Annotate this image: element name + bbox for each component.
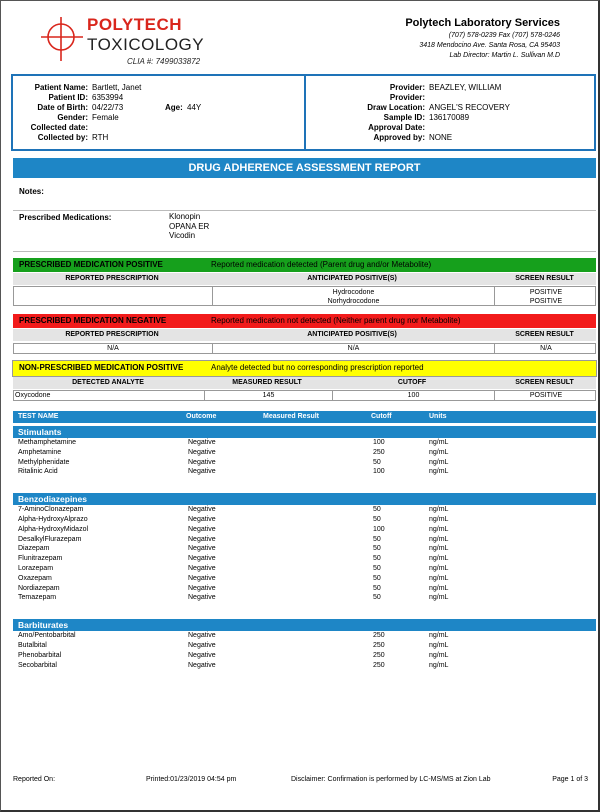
sample-id-value: 136170089 xyxy=(429,113,470,122)
test-name-cell: Methylphenidate xyxy=(18,458,70,466)
non-prescribed-header xyxy=(13,377,596,389)
outcome-cell: Negative xyxy=(188,458,216,466)
cutoff-cell: 50 xyxy=(373,516,381,523)
table-row xyxy=(13,584,596,594)
outcome-cell: Negative xyxy=(188,594,216,602)
date-of-birth-value: 04/22/73 xyxy=(92,103,124,112)
table-row xyxy=(13,525,596,535)
test-name-cell: Temazepam xyxy=(18,594,57,602)
units-cell: ng/mL xyxy=(429,506,449,514)
prescribed-positive-bar xyxy=(13,258,596,272)
outcome-cell: Negative xyxy=(188,448,216,456)
patient-id-label: Patient ID: xyxy=(48,93,88,102)
units-cell: ng/mL xyxy=(429,468,449,476)
col-test-name: TEST NAME xyxy=(18,413,59,420)
units-cell: ng/mL xyxy=(429,448,449,456)
test-name-cell: Amphetamine xyxy=(18,448,62,456)
cutoff-cell: 100 xyxy=(332,391,494,400)
logo-toxicology: TOXICOLOGY xyxy=(87,35,205,54)
anticipated-positives-cell: N/A xyxy=(212,344,494,353)
table-row xyxy=(13,505,596,515)
prescribed-negative-bar xyxy=(13,314,596,328)
printed-date: Printed:01/23/2019 04:54 pm xyxy=(146,776,237,783)
cutoff-cell: 100 xyxy=(373,439,385,446)
section-description: Analyte detected but no corresponding prescription reported xyxy=(211,363,424,372)
reported-on: Reported On: xyxy=(13,776,56,783)
units-cell: ng/mL xyxy=(429,584,449,592)
section-description: Reported medication not detected (Neither parent drug nor Metabolite) xyxy=(211,316,461,325)
section-title: PRESCRIBED MEDICATION NEGATIVE xyxy=(19,316,167,325)
units-cell: ng/mL xyxy=(429,594,449,602)
table-row xyxy=(13,467,596,477)
test-name-cell: Butalbital xyxy=(18,642,47,649)
units-cell: ng/mL xyxy=(429,545,449,553)
units-cell: ng/mL xyxy=(429,516,449,523)
outcome-cell: Negative xyxy=(188,584,216,592)
provider-secondary-label: Provider: xyxy=(389,93,425,102)
col-cutoff: Cutoff xyxy=(371,413,392,420)
test-name-cell: Diazepam xyxy=(18,545,50,553)
patient-name-label: Patient Name: xyxy=(34,83,88,92)
medication-item: Klonopin xyxy=(169,212,201,221)
reported-prescription-cell: N/A xyxy=(107,345,119,352)
test-name-cell: Amo/Pentobarbital xyxy=(18,632,76,640)
notes-label: Notes: xyxy=(19,187,44,196)
cutoff-cell: 250 xyxy=(373,651,385,659)
test-name-cell: Alpha-HydroxyAlprazo xyxy=(18,516,88,523)
page-number: Page 1 of 3 xyxy=(552,776,588,783)
cutoff-cell: 250 xyxy=(373,661,385,669)
draw-location-value: ANGEL'S RECOVERY xyxy=(429,103,510,112)
cutoff-cell: 250 xyxy=(373,448,385,456)
units-cell: ng/mL xyxy=(429,458,449,466)
table-row xyxy=(13,458,596,468)
units-cell: ng/mL xyxy=(429,525,449,533)
cutoff-cell: 50 xyxy=(373,584,381,592)
test-name-cell: 7-AminoClonazepam xyxy=(18,506,84,514)
outcome-cell: Negative xyxy=(188,545,216,553)
table-row xyxy=(13,343,596,354)
prescribed-positive-header xyxy=(13,273,596,285)
table-row xyxy=(13,438,596,448)
test-name-cell: Phenobarbital xyxy=(18,651,62,659)
screen-result-value: POSITIVE xyxy=(529,289,563,296)
table-row xyxy=(13,515,596,525)
outcome-cell: Negative xyxy=(188,642,216,649)
table-row xyxy=(13,574,596,584)
col-detected-analyte: DETECTED ANALYTE xyxy=(72,379,144,386)
cutoff-cell: 50 xyxy=(373,545,381,553)
disclaimer: Disclaimer: Confirmation is performed by LC-MS/MS at Zion Lab xyxy=(291,776,491,783)
provider-value: BEAZLEY, WILLIAM xyxy=(429,83,502,92)
outcome-cell: Negative xyxy=(188,555,216,563)
col-screen-result: SCREEN RESULT xyxy=(515,331,574,338)
analyte-value: Norhydrocodone xyxy=(327,298,380,305)
lab-phone: (707) 578-0239 Fax (707) 578-0246 xyxy=(448,32,560,39)
outcome-cell: Negative xyxy=(188,506,216,514)
table-row xyxy=(13,641,596,651)
screen-result-cell: N/A xyxy=(494,344,597,353)
units-cell: ng/mL xyxy=(429,632,449,640)
table-row xyxy=(13,286,596,306)
units-cell: ng/mL xyxy=(429,661,449,669)
col-screen-result: SCREEN RESULT xyxy=(515,275,574,282)
col-screen-result: SCREEN RESULT xyxy=(515,379,574,386)
outcome-cell: Negative xyxy=(188,535,216,543)
cutoff-cell: 50 xyxy=(373,458,381,466)
units-cell: ng/mL xyxy=(429,642,449,649)
cutoff-cell: 100 xyxy=(373,525,385,533)
draw-location-label: Draw Location: xyxy=(367,103,425,112)
table-row xyxy=(13,631,596,641)
outcome-cell: Negative xyxy=(188,439,216,446)
outcome-cell: Negative xyxy=(188,468,216,476)
collected-date-label: Collected date: xyxy=(30,123,88,132)
units-cell: ng/mL xyxy=(429,651,449,659)
col-anticipated-positives: ANTICIPATED POSITIVE(S) xyxy=(307,331,397,338)
section-description: Reported medication detected (Parent drug and/or Metabolite) xyxy=(211,260,432,269)
collected-by-label: Collected by: xyxy=(37,133,88,142)
screen-result-cell xyxy=(494,287,597,305)
test-name-cell: Oxazepam xyxy=(18,574,52,582)
medication-item: Vicodin xyxy=(169,231,196,240)
approval-date-label: Approval Date: xyxy=(368,123,425,132)
test-name-cell: Methamphetamine xyxy=(18,439,76,446)
prescribed-negative-header xyxy=(13,329,596,341)
patient-name-value: Bartlett, Janet xyxy=(92,83,142,92)
col-outcome: Outcome xyxy=(186,413,217,420)
collected-by-value: RTH xyxy=(92,133,109,142)
test-name-cell: Secobarbital xyxy=(18,661,57,669)
detected-analyte-cell: Oxycodone xyxy=(15,392,51,399)
provider-label: Provider: xyxy=(389,83,425,92)
screen-result-value: POSITIVE xyxy=(529,298,563,305)
cutoff-cell: 50 xyxy=(373,506,381,514)
box-divider xyxy=(304,76,306,149)
outcome-cell: Negative xyxy=(188,574,216,582)
table-row xyxy=(13,390,596,401)
prescribed-medications-label: Prescribed Medications: xyxy=(19,213,112,222)
medication-item: OPANA ER xyxy=(169,221,210,231)
units-cell: ng/mL xyxy=(429,439,449,446)
test-name-cell: DesalkylFlurazepam xyxy=(18,535,82,543)
company-logo xyxy=(41,13,221,67)
test-group-header: Stimulants xyxy=(13,426,596,438)
test-name-cell: Alpha-HydroxyMidazol xyxy=(18,525,89,533)
col-units: Units xyxy=(429,413,447,420)
gender-label: Gender: xyxy=(57,113,88,122)
col-reported-prescription: REPORTED PRESCRIPTION xyxy=(65,275,159,282)
outcome-cell: Negative xyxy=(188,525,216,533)
lab-director: Lab Director: Martin L. Sullivan M.D xyxy=(449,52,560,59)
cutoff-cell: 250 xyxy=(373,632,385,640)
units-cell: ng/mL xyxy=(429,565,449,572)
table-row xyxy=(13,651,596,661)
table-row xyxy=(13,554,596,564)
outcome-cell: Negative xyxy=(188,632,216,640)
col-cutoff: CUTOFF xyxy=(397,379,427,386)
divider-line xyxy=(13,251,596,252)
test-name-cell: Ritalinic Acid xyxy=(18,468,58,476)
section-title: PRESCRIBED MEDICATION POSITIVE xyxy=(19,260,163,269)
approved-by-label: Approved by: xyxy=(373,133,425,142)
lab-name: Polytech Laboratory Services xyxy=(405,17,560,29)
reported-prescription-cell xyxy=(14,287,212,305)
approved-by-value: NONE xyxy=(429,133,453,142)
col-reported-prescription: REPORTED PRESCRIPTION xyxy=(65,331,159,338)
cutoff-cell: 100 xyxy=(373,468,385,476)
test-name-cell: Nordiazepam xyxy=(18,584,60,592)
test-table-header xyxy=(13,411,596,423)
col-anticipated-positives: ANTICIPATED POSITIVE(S) xyxy=(307,275,397,282)
table-row xyxy=(13,661,596,671)
cutoff-cell: 250 xyxy=(373,642,385,649)
cutoff-cell: 50 xyxy=(373,594,381,602)
sample-id-label: Sample ID: xyxy=(383,113,425,122)
table-row xyxy=(13,448,596,458)
non-prescribed-positive-bar xyxy=(13,361,596,376)
table-row xyxy=(13,593,596,603)
outcome-cell: Negative xyxy=(188,651,216,659)
section-title: NON-PRESCRIBED MEDICATION POSITIVE xyxy=(19,363,184,372)
logo-polytech: POLYTECH xyxy=(87,15,183,34)
lab-info xyxy=(405,17,560,61)
units-cell: ng/mL xyxy=(429,574,449,582)
age-label: Age: xyxy=(165,103,183,112)
outcome-cell: Negative xyxy=(188,516,216,523)
clia-number: CLIA #: 7499033872 xyxy=(127,57,201,66)
units-cell: ng/mL xyxy=(429,555,449,563)
cutoff-cell: 50 xyxy=(373,555,381,563)
screen-result-cell: POSITIVE xyxy=(494,391,597,400)
table-row xyxy=(13,564,596,574)
test-name-cell: Lorazepam xyxy=(18,565,54,572)
cutoff-cell: 50 xyxy=(373,565,381,572)
table-row xyxy=(13,535,596,545)
outcome-cell: Negative xyxy=(188,565,216,572)
col-measured-result: MEASURED RESULT xyxy=(232,379,302,386)
anticipated-positives-cell xyxy=(212,287,494,305)
gender-value: Female xyxy=(92,113,119,122)
medication-list xyxy=(169,212,209,241)
divider-line xyxy=(13,210,596,211)
outcome-cell: Negative xyxy=(188,661,216,669)
units-cell: ng/mL xyxy=(429,535,449,543)
col-measured-result: Measured Result xyxy=(263,413,320,420)
patient-id-value: 6353994 xyxy=(92,93,124,102)
cutoff-cell: 50 xyxy=(373,535,381,543)
crosshair-logo-icon xyxy=(41,13,85,65)
lab-address: 3418 Mendocino Ave. Santa Rosa, CA 95403 xyxy=(419,42,560,49)
cutoff-cell: 50 xyxy=(373,574,381,582)
test-group-header: Barbiturates xyxy=(13,619,596,631)
measured-result-cell: 145 xyxy=(204,391,332,400)
test-name-cell: Flunitrazepam xyxy=(18,555,63,563)
table-row xyxy=(13,544,596,554)
age-value: 44Y xyxy=(187,103,202,112)
analyte-value: Hydrocodone xyxy=(332,289,375,296)
report-title: DRUG ADHERENCE ASSESSMENT REPORT xyxy=(13,158,596,178)
date-of-birth-label: Date of Birth: xyxy=(37,103,88,112)
test-group-header: Benzodiazepines xyxy=(13,493,596,505)
